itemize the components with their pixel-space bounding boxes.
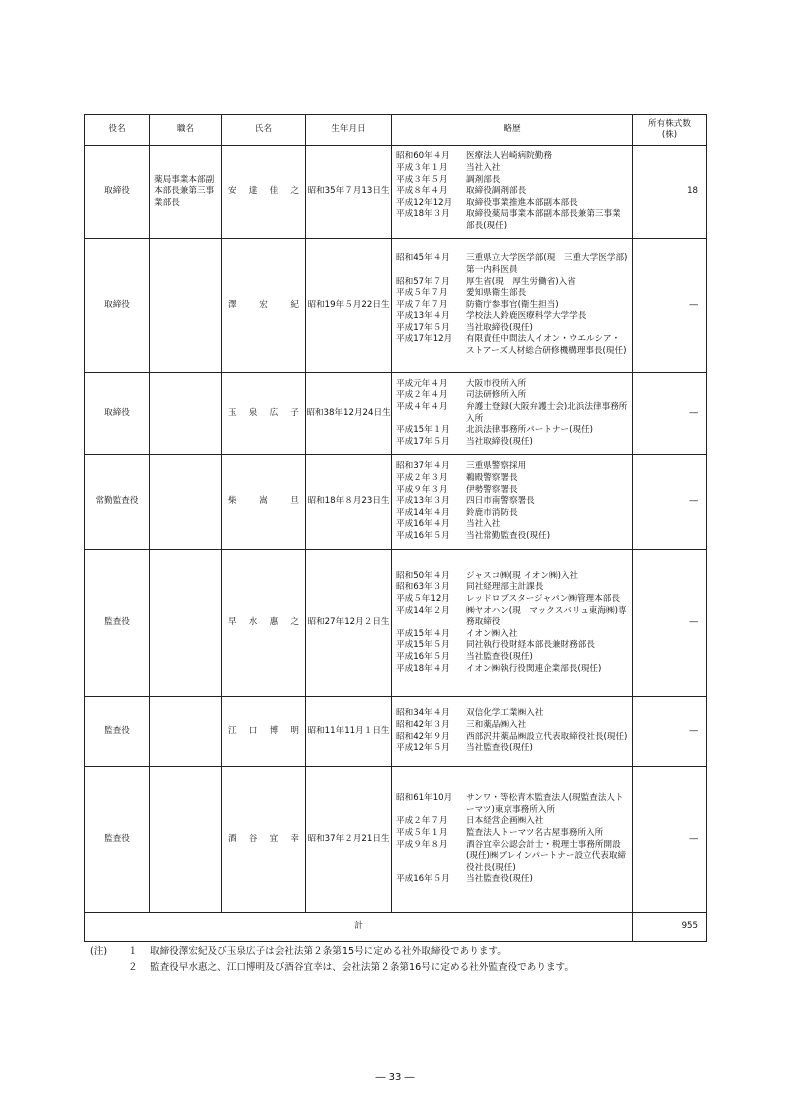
officer-role: 取締役 xyxy=(85,239,150,373)
career-text: ジャスコ㈱(現 イオン㈱)入社 xyxy=(466,570,579,581)
career-entry xyxy=(396,253,628,276)
officer-shares: ― xyxy=(633,697,707,767)
career-date: 平成２年３月 xyxy=(396,473,448,484)
career-date: 平成２年７月 xyxy=(396,816,448,827)
officer-career xyxy=(392,455,633,550)
officers-table xyxy=(84,114,707,942)
career-date: 平成15年４月 xyxy=(396,628,450,639)
career-entry xyxy=(396,277,628,289)
career-entry xyxy=(396,720,628,732)
career-date: 平成３年１月 xyxy=(396,163,448,174)
career-text: レッドロブスタージャパン㈱管理本部長 xyxy=(466,594,620,605)
notes-mark: (注) xyxy=(90,946,108,957)
officer-name-text: 柴 嵩 旦 xyxy=(228,496,299,507)
officer-role: 監査役 xyxy=(85,550,150,697)
career-text: 愛知県衛生部長 xyxy=(466,288,527,299)
career-entry xyxy=(396,425,628,437)
career-entry xyxy=(396,828,628,840)
career-date: 平成16年５月 xyxy=(396,874,450,885)
officer-name-text: 安 達 佳 之 xyxy=(228,186,299,197)
officer-birth: 昭和37年２月21日生 xyxy=(306,767,392,913)
officer-shares: 18 xyxy=(633,146,707,239)
career-entry xyxy=(396,311,628,323)
officer-birth: 昭和18年８月23日生 xyxy=(306,455,392,550)
career-text: 当社監査役(現任) xyxy=(466,651,533,662)
career-date: 平成12年12月 xyxy=(396,197,453,208)
career-text: 西部沢井薬品㈱設立代表取締役社長(現任) xyxy=(466,731,628,742)
career-date: 平成13年３月 xyxy=(396,496,450,507)
officer-name-text: 澤 宏 紀 xyxy=(228,299,299,310)
career-date: 平成14年２月 xyxy=(396,605,450,616)
total-row xyxy=(85,913,707,942)
officer-name xyxy=(222,455,306,550)
officer-name-text: 江 口 博 明 xyxy=(228,725,299,736)
note-1 xyxy=(90,944,574,960)
career-text: 防衛庁参事官(衛生担当) xyxy=(466,299,559,310)
career-date: 平成３年５月 xyxy=(396,174,448,185)
note-text: 取締役澤宏紀及び玉泉広子は会社法第２条第15号に定める社外取締役であります。 xyxy=(150,946,507,957)
officer-name-text: 早 水 惠 之 xyxy=(228,617,299,628)
career-text: 三和薬品㈱入社 xyxy=(466,719,527,730)
header-shares: 所有株式数 (株) xyxy=(633,115,707,146)
career-date: 昭和61年10月 xyxy=(396,793,453,804)
officer-birth: 昭和38年12月24日生 xyxy=(306,373,392,455)
career-text: サンワ・等松青木監査法人(現監査法人トーマツ)東京事務所入所 xyxy=(466,793,624,815)
career-text: 北浜法律事務所パートナー(現任) xyxy=(466,425,594,436)
career-entry xyxy=(396,793,628,816)
career-text: 厚生省(現 厚生労働省)入省 xyxy=(466,276,576,287)
officer-shares: ― xyxy=(633,550,707,697)
officer-name-text: 酒 谷 宜 幸 xyxy=(228,833,299,844)
officer-title: 薬局事業本部副本部長兼第三事業部長 xyxy=(150,146,222,239)
career-text: 監査法人トーマツ名古屋事務所入所 xyxy=(466,827,604,838)
officer-role: 取締役 xyxy=(85,146,150,239)
career-date: 平成18年３月 xyxy=(396,209,450,220)
career-entry xyxy=(396,571,628,583)
officer-career xyxy=(392,146,633,239)
career-date: 平成５年７月 xyxy=(396,288,448,299)
career-date: 昭和45年４月 xyxy=(396,253,450,264)
career-text: 学校法人鈴鹿医療科学大学学長 xyxy=(466,311,587,322)
officer-career xyxy=(392,550,633,697)
career-entry xyxy=(396,594,628,606)
header-career: 略歴 xyxy=(392,115,633,146)
officer-shares: ― xyxy=(633,767,707,913)
career-entry xyxy=(396,323,628,335)
total-label: 計 xyxy=(85,913,633,942)
career-text: 伊勢警察署長 xyxy=(466,484,518,495)
career-text: 当社入社 xyxy=(466,519,501,530)
career-text: ㈱ヤオハン(現 マックスバリュ東海㈱)専務取締役 xyxy=(466,605,627,628)
officer-career xyxy=(392,373,633,455)
career-text: 三重県警察採用 xyxy=(466,461,527,472)
career-text: 四日市南警察署長 xyxy=(466,496,535,507)
career-text: 当社監査役(現任) xyxy=(466,874,533,885)
career-date: 平成元年４月 xyxy=(396,378,448,389)
career-entry xyxy=(396,175,628,187)
career-entry xyxy=(396,708,628,720)
career-text: 鈴鹿市消防長 xyxy=(466,507,518,518)
career-entry xyxy=(396,300,628,312)
career-entry xyxy=(396,163,628,175)
career-entry xyxy=(396,402,628,425)
career-text: 取締役事業推進本部副本部長 xyxy=(466,197,578,208)
career-entry xyxy=(396,390,628,402)
career-date: 平成12年５月 xyxy=(396,743,450,754)
officer-birth: 昭和27年12月２日生 xyxy=(306,550,392,697)
career-date: 昭和37年４月 xyxy=(396,461,450,472)
officer-birth: 昭和35年７月13日生 xyxy=(306,146,392,239)
career-text: イオン㈱入社 xyxy=(466,628,518,639)
header-row xyxy=(85,115,707,146)
career-date: 平成16年４月 xyxy=(396,519,450,530)
page-number: ― 33 ― xyxy=(375,1072,415,1083)
career-text: 鵜殿警察署長 xyxy=(466,473,518,484)
career-entry xyxy=(396,485,628,497)
career-date: 平成９年８月 xyxy=(396,839,448,850)
career-date: 平成４年４月 xyxy=(396,401,448,412)
career-text: 取締役調剤部長 xyxy=(466,186,527,197)
career-date: 昭和63年３月 xyxy=(396,582,450,593)
career-text: 取締役薬局事業本部副本部長兼第三事業部長(現任) xyxy=(466,209,621,231)
career-entry xyxy=(396,582,628,594)
header-role: 役名 xyxy=(85,115,150,146)
officer-title xyxy=(150,550,222,697)
officer-name xyxy=(222,239,306,373)
career-date: 平成２年４月 xyxy=(396,390,448,401)
career-date: 平成５年１月 xyxy=(396,827,448,838)
career-text: 調剤部長 xyxy=(466,174,501,185)
header-name: 氏名 xyxy=(222,115,306,146)
career-text: 当社入社 xyxy=(466,163,501,174)
career-entry xyxy=(396,288,628,300)
career-entry xyxy=(396,652,628,664)
career-date: 平成17年５月 xyxy=(396,322,450,333)
officer-birth: 昭和11年11月１日生 xyxy=(306,697,392,767)
career-date: 昭和34年４月 xyxy=(396,708,450,719)
officer-birth: 昭和19年５月22日生 xyxy=(306,239,392,373)
officer-career xyxy=(392,697,633,767)
header-title: 職名 xyxy=(150,115,222,146)
career-entry xyxy=(396,531,628,543)
career-entry xyxy=(396,519,628,531)
note-number: １ xyxy=(128,946,138,957)
career-entry xyxy=(396,186,628,198)
career-text: イオン㈱執行役関連企業部長(現任) xyxy=(466,663,602,674)
career-date: 昭和60年４月 xyxy=(396,151,450,162)
career-entry xyxy=(396,379,628,391)
career-date: 平成15年５月 xyxy=(396,640,450,651)
career-text: 双信化学工業㈱入社 xyxy=(466,708,544,719)
career-date: 平成17年５月 xyxy=(396,436,450,447)
career-date: 平成16年５月 xyxy=(396,651,450,662)
career-text: 当社取締役(現任) xyxy=(466,322,533,333)
officer-name xyxy=(222,697,306,767)
officer-career xyxy=(392,239,633,373)
career-text: 当社取締役(現任) xyxy=(466,436,533,447)
career-date: 平成16年５月 xyxy=(396,530,450,541)
officer-career xyxy=(392,767,633,913)
career-entry xyxy=(396,840,628,875)
officer-shares: ― xyxy=(633,239,707,373)
career-text: 大阪市役所入所 xyxy=(466,378,527,389)
career-text: 同社経理部主計課長 xyxy=(466,582,544,593)
career-text: 日本経営企画㈱入社 xyxy=(466,816,544,827)
officer-title xyxy=(150,373,222,455)
career-entry xyxy=(396,496,628,508)
career-text: 弁護士登録(大阪弁護士会)北浜法律事務所入所 xyxy=(466,401,628,424)
career-text: 医療法人岩崎病院勤務 xyxy=(466,151,552,162)
officer-shares: ― xyxy=(633,455,707,550)
career-date: 平成５年12月 xyxy=(396,594,450,605)
career-entry xyxy=(396,334,628,357)
table-row xyxy=(85,373,707,455)
career-date: 平成17年12月 xyxy=(396,334,453,345)
officer-title xyxy=(150,697,222,767)
career-entry xyxy=(396,816,628,828)
career-date: 平成７年７月 xyxy=(396,299,448,310)
table-row xyxy=(85,550,707,697)
career-date: 平成９年３月 xyxy=(396,484,448,495)
career-date: 昭和42年３月 xyxy=(396,719,450,730)
career-entry xyxy=(396,664,628,676)
note-text: 監査役早水惠之、江口博明及び酒谷宜幸は、会社法第２条第16号に定める社外監査役であります。 xyxy=(150,962,574,973)
career-date: 昭和57年７月 xyxy=(396,276,450,287)
career-date: 平成８年４月 xyxy=(396,186,448,197)
officer-name xyxy=(222,146,306,239)
career-entry xyxy=(396,198,628,210)
career-entry xyxy=(396,473,628,485)
career-entry xyxy=(396,629,628,641)
career-date: 平成15年１月 xyxy=(396,425,450,436)
career-entry xyxy=(396,508,628,520)
officer-name xyxy=(222,550,306,697)
officer-name xyxy=(222,767,306,913)
career-text: 当社監査役(現任) xyxy=(466,743,533,754)
career-entry xyxy=(396,732,628,744)
note-number: ２ xyxy=(128,962,138,973)
career-text: 司法研修所入所 xyxy=(466,390,527,401)
career-entry xyxy=(396,209,628,232)
career-date: 昭和42年９月 xyxy=(396,731,450,742)
career-entry xyxy=(396,151,628,163)
career-date: 平成13年４月 xyxy=(396,311,450,322)
officer-shares: ― xyxy=(633,373,707,455)
career-entry xyxy=(396,874,628,886)
officer-name-text: 玉 泉 広 子 xyxy=(228,407,299,418)
career-date: 昭和50年４月 xyxy=(396,570,450,581)
notes xyxy=(90,944,574,976)
table-row xyxy=(85,239,707,373)
table-row xyxy=(85,146,707,239)
career-entry xyxy=(396,437,628,449)
officer-title xyxy=(150,455,222,550)
career-date: 平成14年４月 xyxy=(396,507,450,518)
career-text: 同社執行役財経本部長兼財務部長 xyxy=(466,640,595,651)
header-birth: 生年月日 xyxy=(306,115,392,146)
career-text: 有限責任中間法人イオン・ウエルシア・ストアーズ人材総合研修機構理事長(現任) xyxy=(466,334,627,357)
career-entry xyxy=(396,606,628,629)
table-row xyxy=(85,455,707,550)
table-row xyxy=(85,697,707,767)
officer-role: 常勤監査役 xyxy=(85,455,150,550)
career-text: 三重県立大学医学部(現 三重大学医学部)第一内科医員 xyxy=(466,253,628,275)
officer-role: 監査役 xyxy=(85,767,150,913)
officer-title xyxy=(150,239,222,373)
career-entry xyxy=(396,640,628,652)
table-row xyxy=(85,767,707,913)
officer-role: 取締役 xyxy=(85,373,150,455)
note-2 xyxy=(90,960,574,976)
career-text: 酒谷宜幸公認会計士・税理士事務所開設(現任)㈱ブレインパートナー設立代表取締役社長(現任) xyxy=(466,839,627,873)
total-shares: 955 xyxy=(633,913,707,942)
career-date: 平成18年４月 xyxy=(396,663,450,674)
career-entry xyxy=(396,743,628,755)
career-entry xyxy=(396,461,628,473)
career-text: 当社常勤監査役(現任) xyxy=(466,530,551,541)
officer-title xyxy=(150,767,222,913)
officer-name xyxy=(222,373,306,455)
officer-role: 監査役 xyxy=(85,697,150,767)
